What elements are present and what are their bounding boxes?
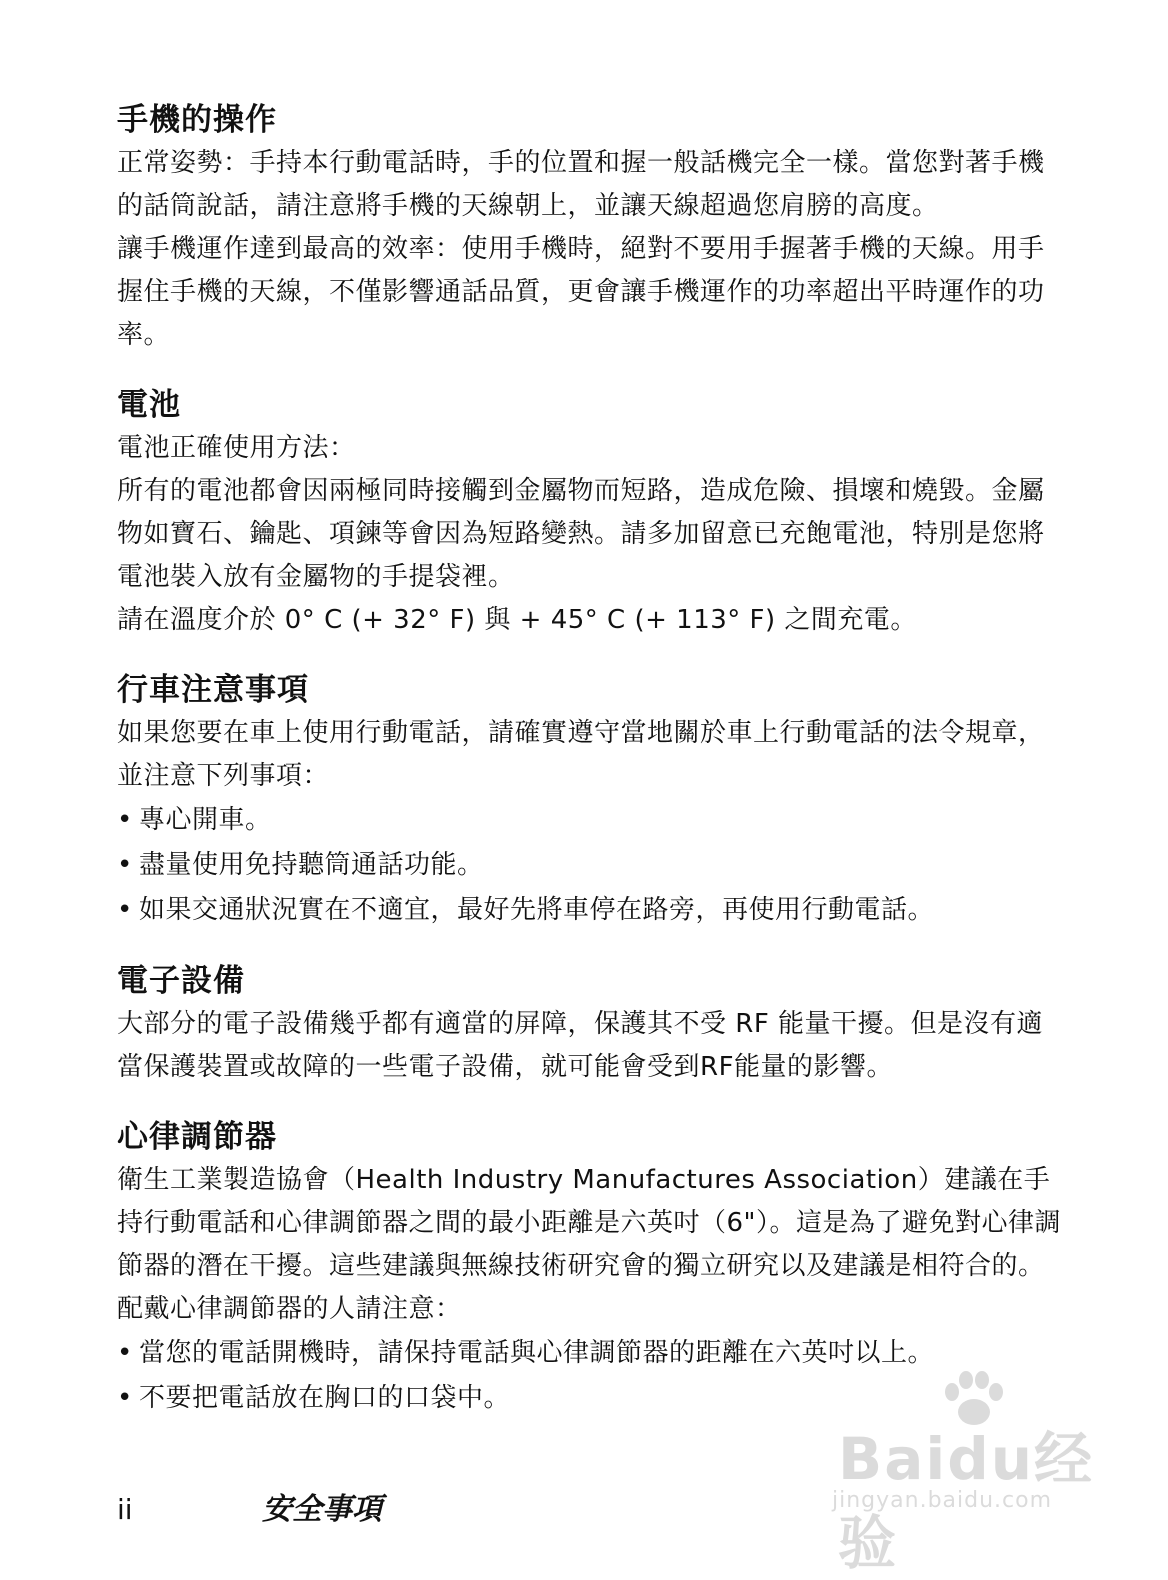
section-heading: 行車注意事項 bbox=[117, 672, 309, 708]
list-item bbox=[117, 843, 1062, 888]
page-number: ii bbox=[117, 1493, 133, 1526]
bullet-icon: • bbox=[117, 1338, 133, 1368]
section-phone-operation bbox=[117, 98, 1062, 357]
paragraph: 如果您要在車上使用行動電話，請確實遵守當地關於車上行動電話的法令規章，並注意下列事項： bbox=[117, 718, 1045, 791]
list-item bbox=[117, 798, 1062, 843]
section-electronic-devices bbox=[117, 959, 1062, 1089]
paragraph: 所有的電池都會因兩極同時接觸到金屬物而短路，造成危險、損壞和燒毀。金屬物如寶石、鑰匙、項鍊等會因為短路變熱。請多加留意已充飽電池，特別是您將電池裝入放有金屬物的手提袋裡。 bbox=[117, 476, 1045, 592]
paragraph: 請在溫度介於 0° C (+ 32° F) 與 + 45° C (+ 113° F) 之間充電。 bbox=[117, 605, 917, 635]
bullet-icon: • bbox=[117, 850, 133, 880]
paragraph: 正常姿勢：手持本行動電話時，手的位置和握一般話機完全一樣。當您對著手機的話筒說話，請注意將手機的天線朝上，並讓天線超過您肩膀的高度。 bbox=[117, 148, 1045, 221]
paragraph: 配戴心律調節器的人請注意： bbox=[117, 1294, 462, 1324]
section-driving bbox=[117, 668, 1062, 933]
bullet-icon: • bbox=[117, 895, 133, 925]
list-item-text: 盡量使用免持聽筒通話功能。 bbox=[139, 850, 484, 880]
watermark-logo: Baidu经验 bbox=[838, 1425, 1095, 1577]
paragraph: 大部分的電子設備幾乎都有適當的屏障，保護其不受 RF 能量干擾。但是沒有適當保護裝置或故障的一些電子設備，就可能會受到RF能量的影響。 bbox=[117, 1009, 1044, 1082]
list-item bbox=[117, 888, 1062, 933]
section-heading: 心律調節器 bbox=[117, 1119, 277, 1155]
list-item-text: 當您的電話開機時，請保持電話與心律調節器的距離在六英吋以上。 bbox=[139, 1338, 935, 1368]
document-body bbox=[117, 98, 1062, 1447]
section-battery bbox=[117, 383, 1062, 642]
bullet-icon: • bbox=[117, 805, 133, 835]
watermark-url: jingyan.baidu.com bbox=[832, 1488, 1053, 1513]
bullet-icon: • bbox=[117, 1383, 133, 1413]
bullet-list bbox=[117, 798, 1062, 933]
list-item-text: 如果交通狀況實在不適宜，最好先將車停在路旁，再使用行動電話。 bbox=[139, 895, 935, 925]
section-heading: 電子設備 bbox=[117, 963, 245, 999]
paragraph: 衛生工業製造協會（Health Industry Manufactures Association）建議在手持行動電話和心律調節器之間的最小距離是六英吋（6"）。這是為了避免對心律調節器的潛在干擾。這些建議與無線技術研究會的獨立研究以及建議是相符合的。 bbox=[117, 1165, 1062, 1281]
list-item-text: 專心開車。 bbox=[139, 805, 272, 835]
list-item-text: 不要把電話放在胸口的口袋中。 bbox=[139, 1383, 511, 1413]
page-footer bbox=[117, 1484, 617, 1528]
paragraph: 讓手機運作達到最高的效率：使用手機時，絕對不要用手握著手機的天線。用手握住手機的天線，不僅影響通話品質，更會讓手機運作的功率超出平時運作的功率。 bbox=[117, 234, 1045, 350]
section-heading: 電池 bbox=[117, 387, 181, 423]
section-heading: 手機的操作 bbox=[117, 102, 277, 138]
baidu-watermark bbox=[828, 1370, 1098, 1577]
paragraph: 電池正確使用方法： bbox=[117, 433, 356, 463]
footer-title: 安全事項 bbox=[262, 1492, 382, 1527]
